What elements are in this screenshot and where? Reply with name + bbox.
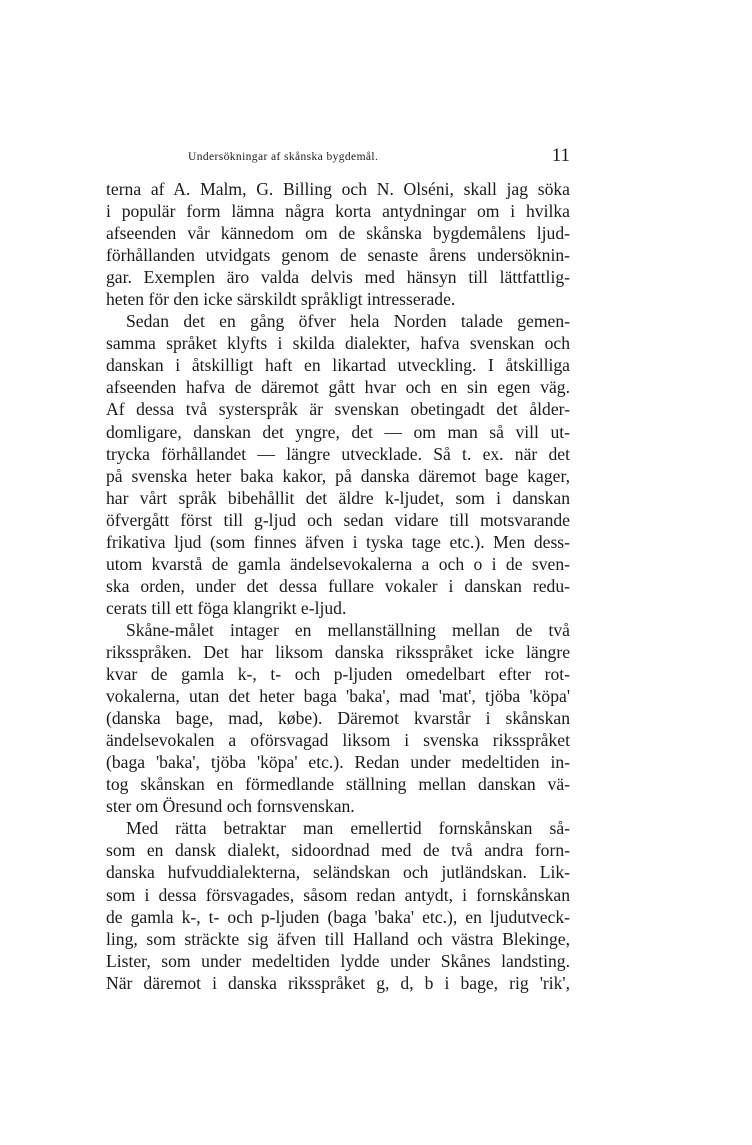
page-header: [106, 147, 570, 169]
text-line: kvar de gamla k-, t- och p-ljuden omedelbart efter rot-: [106, 664, 570, 685]
text-line: på svenska heter baka kakor, på danska däremot bage kager,: [106, 465, 570, 486]
text-line: ska orden, under det dessa fullare vokaler i danskan redu-: [106, 575, 570, 596]
text-line: frikativa ljud (som finnes äfven i tyska tage etc.). Men dess-: [106, 531, 570, 552]
text-line: som i dessa försvagades, såsom redan antydt, i fornskånskan: [106, 884, 570, 905]
text-line: de gamla k-, t- och p-ljuden (baga 'baka' etc.), en ljudutveck-: [106, 906, 570, 927]
text-line: danska hufvuddialekterna, seländskan och jutländskan. Lik-: [106, 862, 570, 883]
text-line: gar. Exemplen äro valda delvis med hänsyn till lättfattlig-: [106, 267, 570, 288]
text-line: terna af A. Malm, G. Billing och N. Olséni, skall jag söka: [106, 179, 570, 199]
text-line: Sedan det en gång öfver hela Norden talade gemen-: [126, 311, 570, 332]
text-line: (baga 'baka', tjöba 'köpa' etc.). Redan under medeltiden in-: [106, 752, 570, 773]
text-line: i populär form lämna några korta antydningar om i hvilka: [106, 201, 570, 222]
page-number: 11: [551, 145, 570, 166]
text-line: afseenden hafva de däremot gått hvar och en sin egen väg.: [106, 377, 570, 398]
body-text: [106, 178, 570, 994]
running-title: Undersökningar af skånska bygdemål.: [188, 151, 379, 163]
text-line: öfvergått först till g-ljud och sedan vidare till motsvarande: [106, 509, 570, 530]
text-line: har vårt språk bibehållit det äldre k-ljudet, som i danskan: [106, 487, 570, 508]
text-line: tog skånskan en förmedlande ställning mellan danskan vä-: [106, 774, 570, 795]
text-line: förhållanden utvidgats genom de senaste årens undersöknin-: [106, 245, 570, 266]
text-line: Skåne-målet intager en mellanställning mellan de två: [126, 619, 570, 640]
text-line: domligare, danskan det yngre, det — om man så vill ut-: [106, 421, 570, 442]
text-line: heten för den icke särskildt språkligt intresserade.: [106, 289, 456, 310]
text-line: Af dessa två systerspråk är svenskan obetingadt det ålder-: [106, 399, 570, 420]
text-line: Lister, som under medeltiden lydde under Skånes landsting.: [106, 950, 570, 971]
text-line: (danska bage, mad, købe). Däremot kvarstår i skånskan: [106, 708, 570, 729]
text-line: cerats till ett föga klangrikt e-ljud.: [106, 597, 347, 618]
text-line: ster om Öresund och fornsvenskan.: [106, 796, 355, 817]
text-line: riksspråken. Det har liksom danska riksspråket icke längre: [106, 641, 570, 662]
text-line: afseenden vår kännedom om de skånska bygdemålens ljud-: [106, 223, 570, 244]
text-line: trycka förhållandet — längre utvecklade. Så t. ex. när det: [106, 443, 570, 464]
text-line: samma språket klyfts i skilda dialekter, hafva svenskan och: [106, 333, 570, 354]
text-line: ändelsevokalen a oförsvagad liksom i svenska riksspråket: [106, 730, 570, 751]
text-line: utom kvarstå de gamla ändelsevokalerna a och o i de sven-: [106, 553, 570, 574]
text-line: När däremot i danska riksspråket g, d, b i bage, rig 'rik',: [106, 972, 570, 993]
text-line: ling, som sträckte sig äfven till Halland och västra Blekinge,: [106, 928, 570, 949]
text-line: som en dansk dialekt, sidoordnad med de två andra forn-: [106, 840, 570, 861]
text-line: Med rätta betraktar man emellertid fornskånskan så-: [126, 818, 570, 839]
text-line: danskan i åtskilligt haft en likartad utveckling. I åtskilliga: [106, 355, 570, 376]
text-line: vokalerna, utan det heter baga 'baka', mad 'mat', tjöba 'köpa': [106, 686, 570, 707]
